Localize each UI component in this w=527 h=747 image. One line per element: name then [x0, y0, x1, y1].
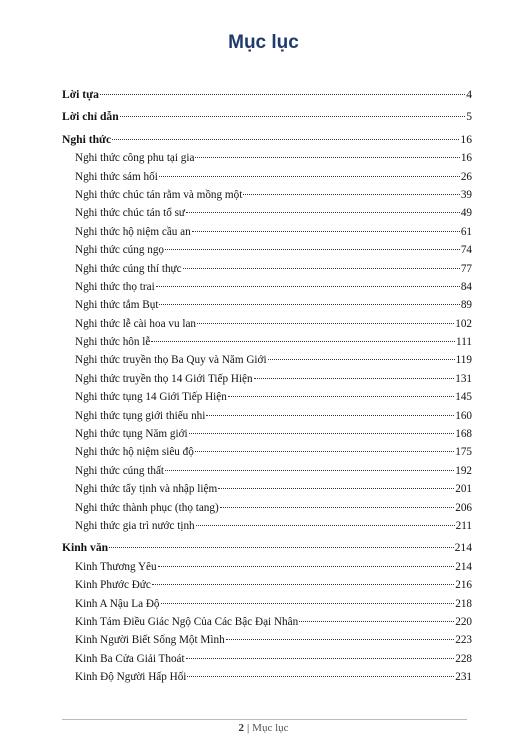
toc-entry-label: Nghi thức công phu tại gia [75, 152, 195, 165]
toc-entry[interactable] [62, 613, 472, 631]
toc-entry[interactable] [62, 443, 472, 461]
toc-entry[interactable] [62, 278, 472, 296]
dot-leader [220, 507, 455, 508]
toc-entry-page: 39 [460, 188, 472, 201]
toc-entry-label: Nghi thức truyền thọ Ba Quy và Năm Giới [75, 354, 267, 367]
dot-leader [195, 451, 454, 452]
toc-entry-label: Nghi thức cúng ngọ [75, 244, 165, 257]
table-of-contents [62, 86, 472, 687]
toc-entry-page: 220 [455, 615, 472, 628]
dot-leader [254, 378, 455, 379]
toc-entry-page: 223 [455, 634, 472, 647]
page-title: Mục lục [228, 32, 299, 53]
toc-entry-label: Nghi thức sám hối [75, 170, 158, 183]
toc-entry[interactable] [62, 668, 472, 686]
toc-entry[interactable] [62, 407, 472, 425]
toc-entry-label: Kinh Tám Điều Giác Ngộ Của Các Bậc Đại Nhân [75, 615, 299, 628]
toc-entry-page: 218 [455, 597, 472, 610]
dot-leader [109, 547, 454, 548]
toc-entry[interactable] [62, 241, 472, 259]
dot-leader [197, 323, 454, 324]
toc-entry-label: Kinh văn [62, 541, 109, 555]
toc-entry-label: Nghi thức [62, 132, 112, 146]
toc-entry-label: Nghi thức cúng thất [75, 464, 165, 477]
dot-leader [226, 639, 455, 640]
toc-entry[interactable] [62, 149, 472, 167]
toc-entry[interactable] [62, 223, 472, 241]
dot-leader [186, 212, 460, 213]
footer-divider [62, 719, 467, 720]
toc-entry-label: Nghi thức tụng 14 Giới Tiếp Hiện [75, 391, 227, 404]
toc-entry[interactable] [62, 480, 472, 498]
toc-entry[interactable] [62, 388, 472, 406]
toc-entry-page: 74 [460, 244, 472, 257]
toc-entry-page: 102 [455, 317, 472, 330]
dot-leader [268, 359, 455, 360]
toc-entry-label: Kinh Ba Cửa Giải Thoát [75, 652, 185, 665]
dot-leader [120, 116, 466, 117]
toc-entry[interactable] [62, 333, 472, 351]
toc-entry-page: 77 [460, 262, 472, 275]
dot-leader [243, 194, 460, 195]
toc-entry-label: Nghi thức thành phục (thọ tang) [75, 501, 219, 514]
toc-entry-page: 61 [460, 225, 472, 238]
toc-entry[interactable] [62, 631, 472, 649]
toc-entry-page: 119 [455, 354, 472, 367]
dot-leader [159, 176, 460, 177]
footer-separator: | [246, 722, 250, 734]
toc-entry[interactable] [62, 576, 472, 594]
toc-entry-page: 89 [460, 299, 472, 312]
dot-leader [112, 139, 459, 140]
toc-entry-page: 16 [460, 152, 472, 165]
toc-entry-page: 16 [460, 132, 472, 146]
dot-leader [192, 231, 460, 232]
toc-entry-page: 175 [455, 446, 472, 459]
toc-entry-label: Kinh Người Biết Sống Một Mình [75, 634, 225, 647]
toc-entry[interactable] [62, 204, 472, 222]
toc-entry-label: Nghi thức tụng Năm giới [75, 428, 188, 441]
toc-entry-label: Nghi thức gia trì nước tịnh [75, 519, 195, 532]
toc-entry[interactable] [62, 650, 472, 668]
toc-section-nghi-thuc[interactable] [62, 131, 472, 149]
dot-leader [206, 415, 454, 416]
dot-leader [165, 249, 460, 250]
toc-entry-page: 111 [456, 336, 472, 349]
toc-entry-label: Nghi thức chúc tán tổ sư [75, 207, 185, 220]
dot-leader [186, 658, 455, 659]
dot-leader [218, 488, 454, 489]
dot-leader [158, 566, 455, 567]
toc-entry-label: Nghi thức truyền thọ 14 Giới Tiếp Hiện [75, 372, 253, 385]
page-number: 2 [238, 722, 244, 734]
nghi-thuc-list [62, 149, 472, 535]
toc-entry[interactable] [62, 186, 472, 204]
toc-entry-label: Lời chỉ dẫn [62, 110, 119, 124]
toc-entry-label: Nghi thức chúc tán rằm và mồng một [75, 188, 243, 201]
toc-entry-page: 214 [454, 541, 472, 555]
toc-entry-label: Nghi thức thọ trai [75, 280, 155, 293]
dot-leader [195, 157, 459, 158]
toc-entry-page: 168 [455, 428, 472, 441]
toc-entry-label: Nghi thức cúng thí thực [75, 262, 182, 275]
toc-entry-loi-tua[interactable] [62, 86, 472, 104]
toc-entry-label: Lời tựa [62, 88, 99, 101]
toc-entry-label: Nghi thức lễ cài hoa vu lan [75, 317, 197, 330]
toc-entry[interactable] [62, 595, 472, 613]
toc-entry-page: 228 [455, 652, 472, 665]
toc-entry-label: Kinh Phước Đức [75, 579, 151, 592]
toc-entry-label: Nghi thức hộ niệm cầu an [75, 225, 191, 238]
dot-leader [165, 470, 454, 471]
toc-entry-label: Kinh Độ Người Hấp Hối [75, 671, 187, 684]
toc-entry-loi-chi-dan[interactable] [62, 108, 472, 126]
toc-entry[interactable] [62, 351, 472, 369]
toc-entry-page: 160 [455, 409, 472, 422]
toc-entry-page: 84 [460, 280, 472, 293]
toc-entry-page: 145 [455, 391, 472, 404]
toc-entry-page: 206 [455, 501, 472, 514]
toc-entry[interactable] [62, 260, 472, 278]
dot-leader [156, 286, 460, 287]
toc-entry[interactable] [62, 315, 472, 333]
page-footer [0, 722, 527, 734]
toc-entry-label: Kinh A Nậu La Độ [75, 597, 160, 610]
dot-leader [299, 621, 454, 622]
dot-leader [183, 268, 460, 269]
toc-entry[interactable] [62, 499, 472, 517]
toc-entry[interactable] [62, 425, 472, 443]
toc-entry[interactable] [62, 517, 472, 535]
dot-leader [187, 676, 454, 677]
toc-entry-label: Nghi thức hộ niệm siêu độ [75, 446, 194, 459]
dot-leader [151, 341, 455, 342]
toc-entry-label: Nghi thức tắm Bụt [75, 299, 159, 312]
toc-entry-page: 231 [455, 671, 472, 684]
toc-entry[interactable] [62, 296, 472, 314]
toc-section-kinh-van[interactable] [62, 539, 472, 557]
toc-entry-label: Nghi thức tẩy tịnh và nhập liệm [75, 483, 218, 496]
dot-leader [228, 396, 454, 397]
toc-entry-page: 214 [455, 560, 472, 573]
kinh-van-list [62, 558, 472, 687]
toc-entry-page: 192 [455, 464, 472, 477]
toc-entry-page: 131 [455, 372, 472, 385]
toc-entry-label: Nghi thức tụng giới thiếu nhi [75, 409, 206, 422]
footer-chapter: Mục lục [252, 722, 289, 734]
toc-entry[interactable] [62, 370, 472, 388]
dot-leader [100, 94, 465, 95]
toc-entry-page: 201 [455, 483, 472, 496]
toc-entry[interactable] [62, 558, 472, 576]
dot-leader [159, 304, 459, 305]
dot-leader [152, 584, 454, 585]
toc-entry-page: 49 [460, 207, 472, 220]
dot-leader [189, 433, 455, 434]
toc-entry-label: Nghi thức hôn lễ [75, 336, 151, 349]
toc-entry-page: 4 [466, 88, 472, 101]
dot-leader [161, 603, 455, 604]
toc-entry[interactable] [62, 168, 472, 186]
toc-entry[interactable] [62, 462, 472, 480]
toc-entry-page: 216 [455, 579, 472, 592]
toc-entry-page: 26 [460, 170, 472, 183]
toc-entry-page: 5 [466, 110, 472, 124]
toc-entry-label: Kinh Thương Yêu [75, 560, 157, 573]
toc-entry-page: 211 [455, 519, 472, 532]
dot-leader [196, 525, 455, 526]
